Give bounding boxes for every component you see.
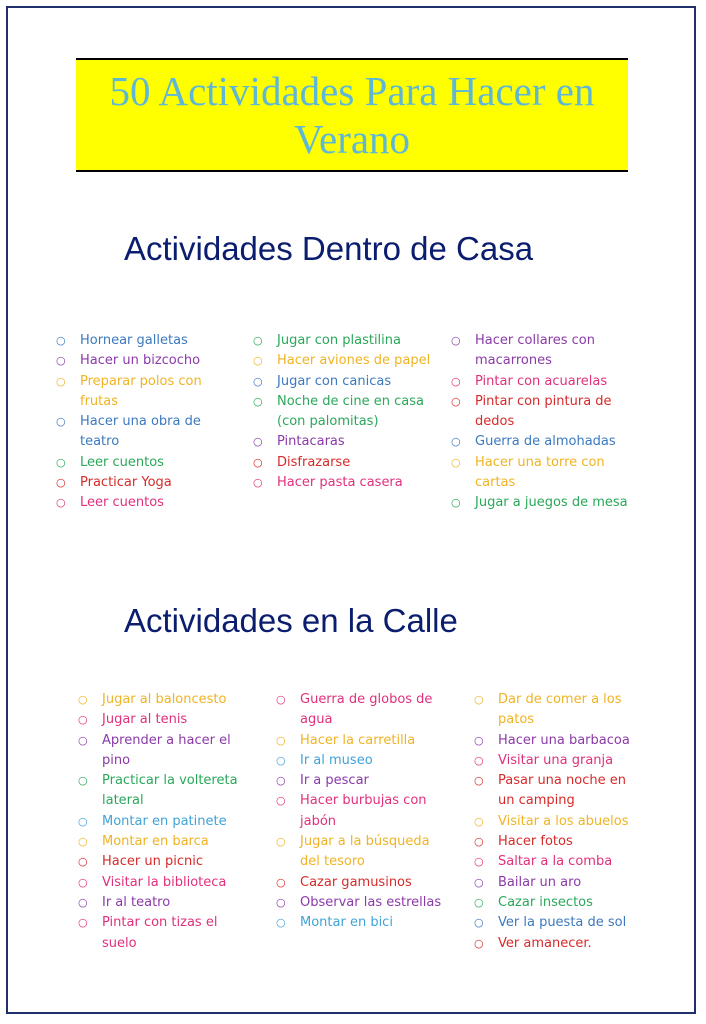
list-item-text: Ver amanecer.: [498, 935, 592, 951]
list-item: [451, 331, 633, 372]
list-item: [253, 372, 435, 392]
circle-bullet-icon: ○: [78, 713, 88, 727]
circle-bullet-icon: ○: [56, 476, 66, 490]
list-item: [253, 331, 435, 351]
circle-bullet-icon: ○: [276, 916, 286, 930]
circle-bullet-icon: ○: [78, 733, 88, 747]
list-item-text: Visitar la biblioteca: [102, 874, 227, 890]
circle-bullet-icon: ○: [276, 794, 286, 808]
list-item-text: Hornear galletas: [80, 333, 188, 348]
circle-bullet-icon: ○: [474, 835, 484, 849]
circle-bullet-icon: ○: [451, 334, 461, 347]
list-item-text: Hacer una barbacoa: [498, 732, 630, 748]
page-title: 50 Actividades Para Hacer en Verano: [109, 68, 595, 162]
circle-bullet-icon: ○: [56, 455, 66, 469]
list-item: [56, 331, 238, 351]
circle-bullet-icon: ○: [56, 374, 66, 388]
circle-bullet-icon: ○: [78, 916, 88, 930]
list-item-text: Hacer collares con macarrones: [475, 333, 595, 369]
list-item: [451, 432, 633, 452]
list-item: [474, 812, 639, 832]
title-banner: [76, 58, 628, 172]
list-item: [276, 751, 446, 771]
list-item-text: Hacer un picnic: [102, 854, 203, 870]
circle-bullet-icon: ○: [276, 835, 286, 849]
circle-bullet-icon: ○: [474, 855, 484, 869]
list-item-text: Jugar al tenis: [102, 712, 188, 728]
list-item: [276, 690, 446, 731]
list-item-text: Ir al teatro: [102, 894, 171, 910]
circle-bullet-icon: ○: [276, 875, 286, 889]
list-item-text: Dar de comer a los patos: [498, 692, 622, 728]
list-item-text: Cazar insectos: [498, 894, 593, 910]
circle-bullet-icon: ○: [78, 835, 88, 849]
indoor-list-column-3: [451, 331, 633, 514]
list-item: [56, 351, 238, 371]
circle-bullet-icon: ○: [474, 916, 484, 930]
list-item-text: Observar las estrellas: [300, 894, 442, 910]
circle-bullet-icon: ○: [474, 895, 484, 909]
section-heading-outdoor: Actividades en la Calle: [124, 602, 458, 639]
list-item-text: Hacer un bizcocho: [80, 353, 201, 369]
list-item: [474, 690, 639, 731]
circle-bullet-icon: ○: [451, 394, 461, 408]
circle-bullet-icon: ○: [78, 895, 88, 909]
circle-bullet-icon: ○: [451, 455, 461, 469]
list-item-text: Noche de cine en casa (con palomitas): [277, 393, 424, 430]
list-item: [253, 351, 435, 371]
circle-bullet-icon: ○: [78, 774, 88, 788]
outdoor-list-column-1: [78, 690, 248, 954]
list-item: [276, 832, 446, 873]
circle-bullet-icon: ○: [474, 814, 484, 828]
list-item-text: Pintar con acuarelas: [475, 373, 608, 389]
circle-bullet-icon: ○: [78, 814, 88, 828]
list-item: [78, 771, 248, 812]
circle-bullet-icon: ○: [451, 374, 461, 388]
list-item: [474, 934, 639, 954]
circle-bullet-icon: ○: [253, 374, 263, 388]
list-item-text: Bailar un aro: [498, 874, 582, 890]
circle-bullet-icon: ○: [276, 733, 286, 747]
circle-bullet-icon: ○: [253, 435, 263, 449]
list-item-text: Pintar con tizas el suelo: [102, 915, 218, 951]
list-item-text: Leer cuentos: [80, 454, 164, 470]
list-item-text: Visitar una granja: [498, 752, 614, 768]
circle-bullet-icon: ○: [474, 774, 484, 788]
list-item-text: Guerra de almohadas: [475, 434, 616, 450]
list-item: [253, 392, 435, 433]
list-item-text: Hacer una torre con cartas: [475, 454, 605, 491]
indoor-list-column-1: [56, 331, 238, 514]
list-item-text: Hacer la carretilla: [300, 732, 416, 748]
list-item-text: Jugar a juegos de mesa: [475, 495, 628, 511]
list-item: [78, 710, 248, 730]
list-item-text: Jugar a la búsqueda del tesoro: [300, 834, 430, 870]
list-item-text: Disfrazarse: [277, 454, 351, 470]
list-item-text: Ver la puesta de sol: [498, 915, 627, 931]
list-item: [474, 832, 639, 852]
section-heading-indoor: Actividades Dentro de Casa: [124, 230, 534, 267]
list-item: [276, 771, 446, 791]
circle-bullet-icon: ○: [276, 774, 286, 788]
list-item-text: Guerra de globos de agua: [300, 692, 433, 728]
circle-bullet-icon: ○: [56, 334, 66, 347]
list-item-text: Saltar a la comba: [498, 854, 613, 870]
list-item: [451, 392, 633, 433]
list-item: [56, 372, 238, 413]
list-item-text: Practicar la voltereta lateral: [102, 773, 238, 809]
list-item-text: Practicar Yoga: [80, 475, 172, 491]
circle-bullet-icon: ○: [474, 733, 484, 747]
list-item: [474, 913, 639, 933]
circle-bullet-icon: ○: [253, 476, 263, 490]
circle-bullet-icon: ○: [56, 415, 66, 429]
list-item: [451, 372, 633, 392]
outdoor-list-column-2: [276, 690, 446, 934]
list-item: [474, 771, 639, 812]
list-item-text: Hacer pasta casera: [277, 475, 403, 491]
list-item: [276, 893, 446, 913]
circle-bullet-icon: ○: [253, 394, 263, 408]
circle-bullet-icon: ○: [276, 753, 286, 767]
list-item-text: Jugar con plastilina: [277, 333, 401, 348]
list-item: [78, 832, 248, 852]
list-item: [78, 731, 248, 772]
list-item-text: Montar en patinete: [102, 813, 227, 829]
list-item: [276, 731, 446, 751]
list-item: [451, 493, 633, 513]
circle-bullet-icon: ○: [451, 435, 461, 449]
list-item: [474, 731, 639, 751]
circle-bullet-icon: ○: [474, 936, 484, 950]
list-item: [276, 791, 446, 832]
circle-bullet-icon: ○: [253, 455, 263, 469]
circle-bullet-icon: ○: [474, 875, 484, 889]
circle-bullet-icon: ○: [276, 693, 286, 706]
list-item: [276, 913, 446, 933]
list-item: [474, 751, 639, 771]
circle-bullet-icon: ○: [253, 334, 263, 347]
list-item: [78, 893, 248, 913]
list-item: [56, 412, 238, 453]
list-item-text: Montar en bici: [300, 915, 393, 931]
list-item: [253, 453, 435, 473]
circle-bullet-icon: ○: [56, 496, 66, 510]
list-item-text: Pintar con pintura de dedos: [475, 393, 612, 430]
circle-bullet-icon: ○: [451, 496, 461, 510]
circle-bullet-icon: ○: [276, 895, 286, 909]
list-item: [451, 453, 633, 494]
circle-bullet-icon: ○: [56, 354, 66, 368]
indoor-list-column-2: [253, 331, 435, 493]
list-item-text: Hacer una obra de teatro: [80, 414, 201, 450]
circle-bullet-icon: ○: [253, 354, 263, 368]
list-item: [56, 493, 238, 513]
circle-bullet-icon: ○: [78, 855, 88, 869]
list-item: [276, 873, 446, 893]
outdoor-list-column-3: [474, 690, 639, 954]
circle-bullet-icon: ○: [474, 753, 484, 767]
list-item-text: Pintacaras: [277, 434, 345, 450]
list-item-text: Hacer burbujas con jabón: [300, 793, 427, 829]
list-item-text: Ir al museo: [300, 752, 373, 768]
list-item-text: Hacer aviones de papel: [277, 353, 431, 369]
list-item: [56, 473, 238, 493]
list-item: [78, 852, 248, 872]
list-item-text: Preparar polos con frutas: [80, 373, 202, 409]
list-item: [474, 852, 639, 872]
list-item: [253, 432, 435, 452]
list-item-text: Hacer fotos: [498, 834, 573, 850]
circle-bullet-icon: ○: [78, 693, 88, 706]
list-item-text: Visitar a los abuelos: [498, 813, 629, 829]
list-item-text: Ir a pescar: [300, 773, 369, 789]
list-item-text: Leer cuentos: [80, 495, 164, 511]
list-item-text: Pasar una noche en un camping: [498, 773, 626, 809]
list-item: [56, 453, 238, 473]
list-item: [474, 893, 639, 913]
list-item: [474, 873, 639, 893]
circle-bullet-icon: ○: [474, 693, 484, 706]
list-item: [78, 812, 248, 832]
list-item: [78, 690, 248, 710]
circle-bullet-icon: ○: [78, 875, 88, 889]
list-item: [253, 473, 435, 493]
list-item-text: Montar en barca: [102, 834, 209, 850]
list-item-text: Jugar al baloncesto: [102, 692, 227, 707]
list-item-text: Jugar con canicas: [277, 373, 392, 389]
list-item: [78, 913, 248, 954]
list-item-text: Cazar gamusinos: [300, 874, 412, 890]
list-item: [78, 873, 248, 893]
list-item-text: Aprender a hacer el pino: [102, 732, 231, 768]
